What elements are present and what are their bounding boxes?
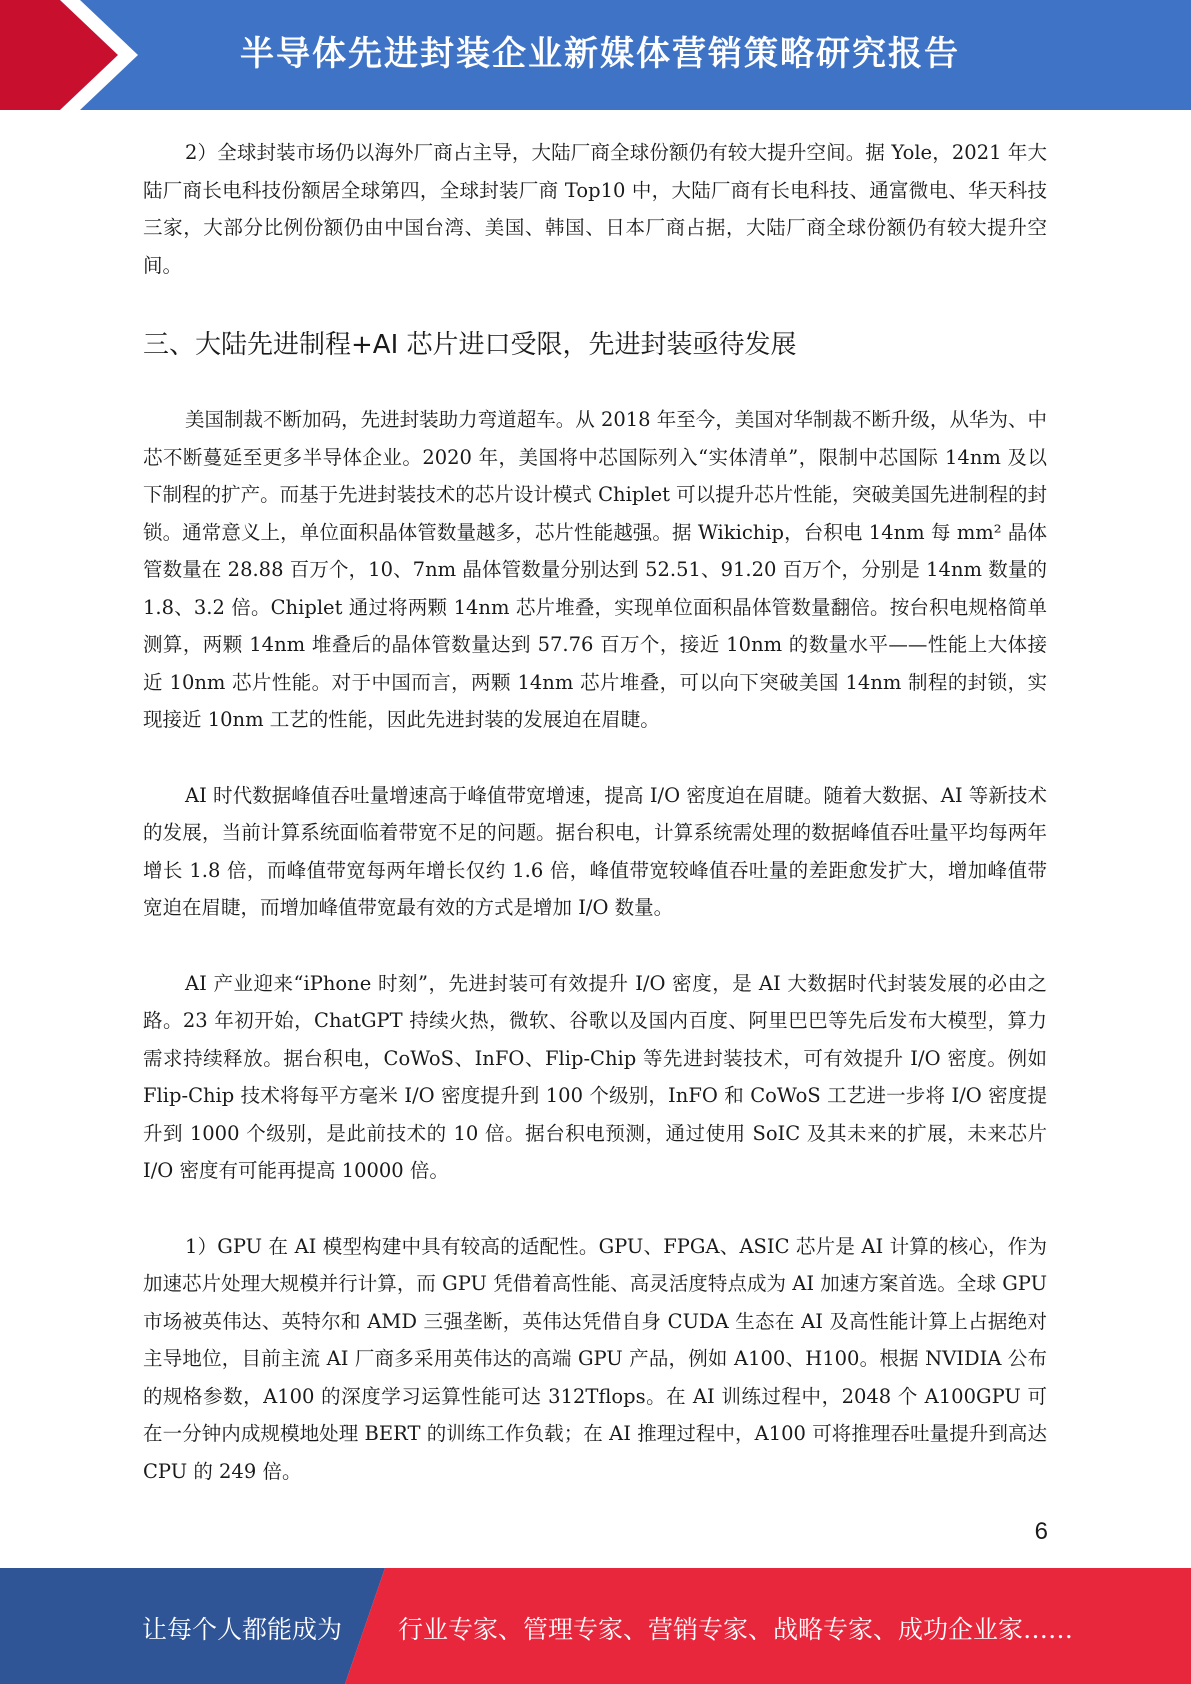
header-arrow-decoration <box>0 0 150 110</box>
paragraph-us-sanctions-chiplet: 美国制裁不断加码，先进封装助力弯道超车。从 2018 年至今，美国对华制裁不断升级，从华为、中芯不断蔓延至更多半导体企业。2020 年，美国将中芯国际列入“实体清单”，限制中芯国际 14nm 及以下制程的扩产。而基于先进封装技术的芯片设计模式 Chiplet 可以提升芯片性能，突破美国先进制程的封锁。通常意义上，单位面积晶体管数量越多，芯片性能越强。据 Wikichip，台积电 14nm 每 mm² 晶体管数量在 28.88 百万个，10、7nm 晶体管数量分别达到 52.51、91.20 百万个，分别是 14nm 数量的 1.8、3.2 倍。Chiplet 通过将两颗 14nm 芯片堆叠，实现单位面积晶体管数量翻倍。按台积电规格简单测算，两颗 14nm 堆叠后的晶体管数量达到 57.76 百万个，接近 10nm 的数量水平——性能上大体接近 10nm 芯片性能。对于中国而言，两颗 14nm 芯片堆叠，可以向下突破美国 14nm 制程的封锁，实现接近 10nm 工艺的性能，因此先进封装的发展迫在眉睫。 <box>143 408 1047 731</box>
footer-slogan-left: 让每个人都能成为 <box>142 1615 343 1644</box>
section-heading: 三、大陆先进制程+AI 芯片进口受限，先进封装亟待发展 <box>143 330 797 360</box>
header-red-arrow <box>0 0 118 110</box>
paragraph-global-packaging-market: 2）全球封装市场仍以海外厂商占主导，大陆厂商全球份额仍有较大提升空间。据 Yole，2021 年大陆厂商长电科技份额居全球第四，全球封装厂商 Top10 中，大陆厂商有长电科技、通富微电、华天科技三家，大部分比例份额仍由中国台湾、美国、韩国、日本厂商占据，大陆厂商全球份额仍有较大提升空间。 <box>143 141 1047 277</box>
paragraph-gpu-ai: 1）GPU 在 AI 模型构建中具有较高的适配性。GPU、FPGA、ASIC 芯片是 AI 计算的核心，作为加速芯片处理大规模并行计算，而 GPU 凭借着高性能、高灵活度特点成为 AI 加速方案首选。全球 GPU 市场被英伟达、英特尔和 AMD 三强垄断，英伟达凭借自身 CUDA 生态在 AI 及高性能计算上占据绝对主导地位，目前主流 AI 厂商多采用英伟达的高端 GPU 产品，例如 A100、H100。根据 NVIDIA 公布的规格参数，A100 的深度学习运算性能可达 312Tflops。在 AI 训练过程中，2048 个 A100GPU 可在一分钟内成规模地处理 BERT 的训练工作负载；在 AI 推理过程中，A100 可将推理吞吐量提升到高达 CPU 的 249 倍。 <box>143 1234 1047 1483</box>
page-footer <box>0 1568 1191 1684</box>
page-number: 6 <box>1034 1518 1048 1545</box>
page-content <box>143 134 1047 1490</box>
report-title: 半导体先进封装企业新媒体营销策略研究报告 <box>240 34 960 74</box>
paragraph-ai-iphone-moment: AI 产业迎来“iPhone 时刻”，先进封装可有效提升 I/O 密度，是 AI 大数据时代封装发展的必由之路。23 年初开始，ChatGPT 持续火热，微软、谷歌以及国内百度、阿里巴巴等先后发布大模型，算力需求持续释放。据台积电，CoWoS、InFO、Flip-Chip 等先进封装技术，可有效提升 I/O 密度。例如 Flip-Chip 技术将每平方毫米 I/O 密度提升到 100 个级别，InFO 和 CoWoS 工艺进一步将 I/O 密度提升到 1000 个级别，是此前技术的 10 倍。据台积电预测，通过使用 SoIC 及其未来的扩展，未来芯片 I/O 密度有可能再提高 10000 倍。 <box>143 971 1047 1182</box>
paragraph-io-density: AI 时代数据峰值吞吐量增速高于峰值带宽增速，提高 I/O 密度迫在眉睫。随着大数据、AI 等新技术的发展，当前计算系统面临着带宽不足的问题。据台积电，计算系统需处理的数据峰值吞吐量平均每两年增长 1.8 倍，而峰值带宽每两年增长仅约 1.6 倍，峰值带宽较峰值吞吐量的差距愈发扩大，增加峰值带宽迫在眉睫，而增加峰值带宽最有效的方式是增加 I/O 数量。 <box>143 783 1047 919</box>
page-header <box>0 0 1191 110</box>
footer-slogan-right: 行业专家、管理专家、营销专家、战略专家、成功企业家…… <box>398 1615 1074 1644</box>
